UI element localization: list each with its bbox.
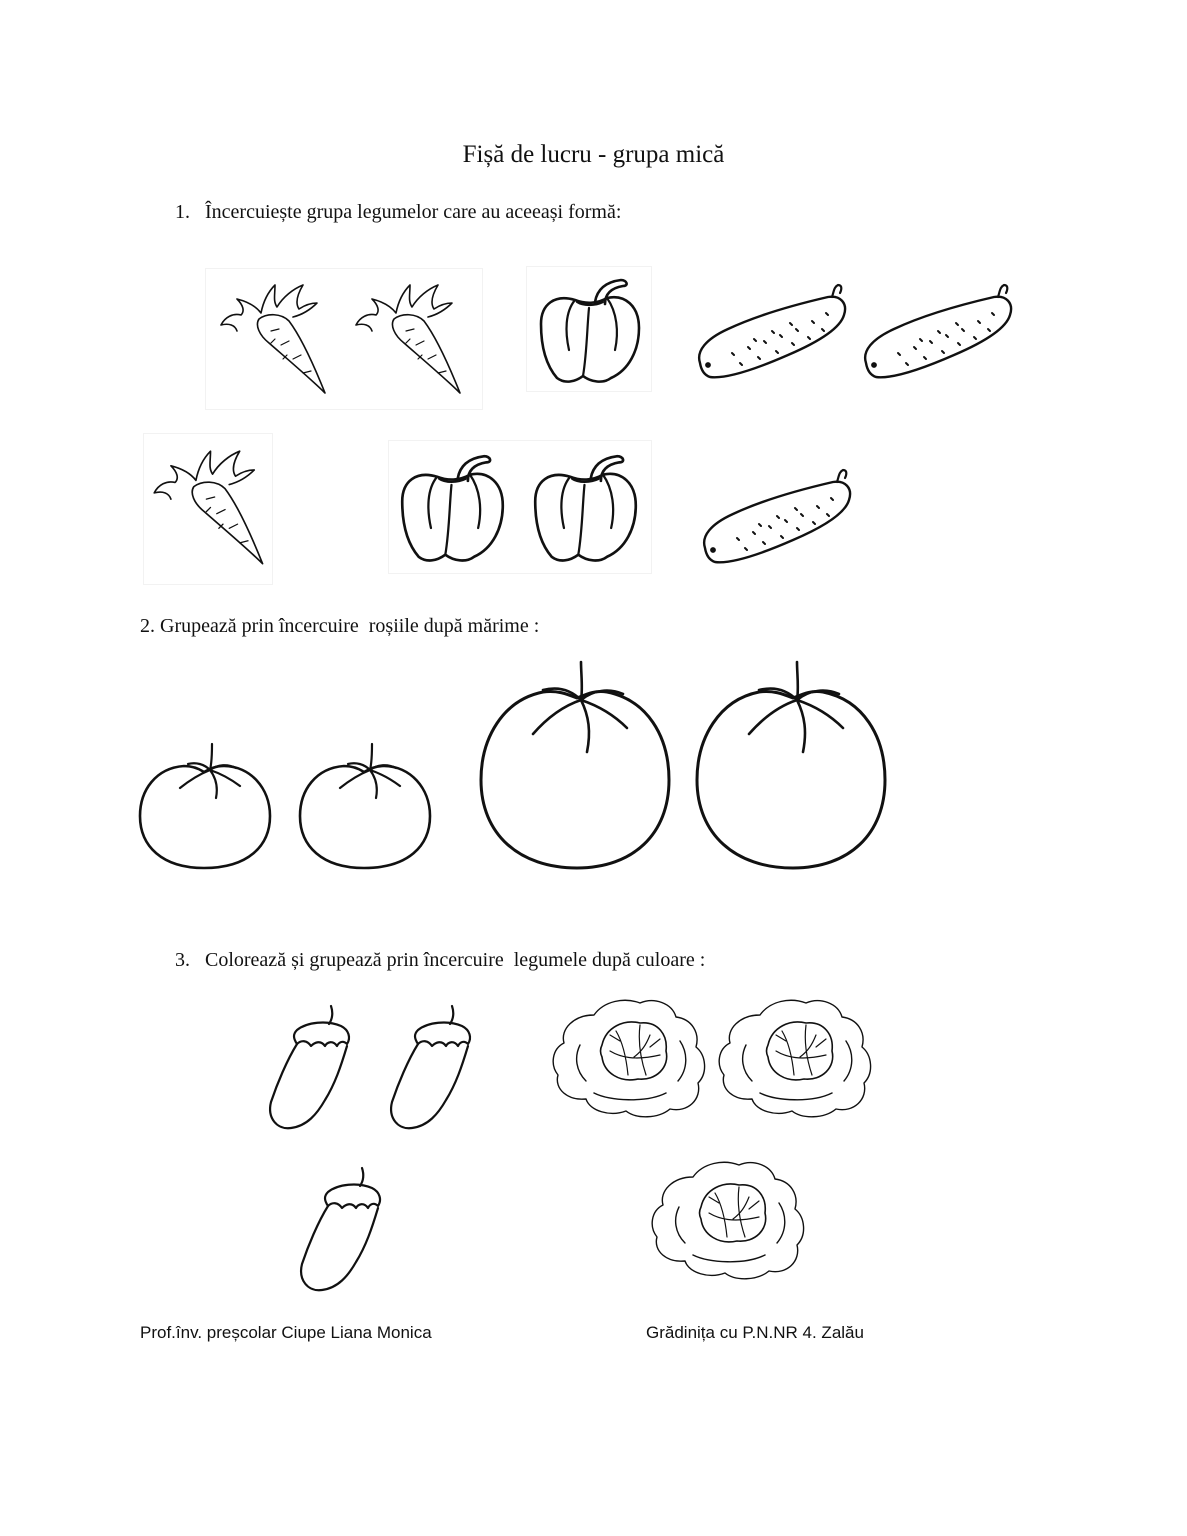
eggplant-icon — [298, 1166, 388, 1296]
cabbage-icon — [648, 1157, 810, 1282]
tomato-icon — [477, 660, 673, 872]
eggplant-icon — [388, 1004, 478, 1134]
tomato-icon — [138, 742, 273, 872]
carrot-icon — [215, 275, 335, 405]
cabbage-icon — [716, 995, 876, 1120]
carrot-icon — [350, 275, 470, 405]
bell-pepper-icon — [535, 272, 645, 387]
cabbage-icon — [550, 995, 710, 1120]
carrot-icon — [148, 436, 273, 581]
footer-teacher: Prof.înv. preșcolar Ciupe Liana Monica — [140, 1323, 432, 1342]
bell-pepper-icon — [528, 448, 643, 566]
question-1: 1. Încercuiește grupa legumelor care au aceeași formă: — [175, 201, 622, 223]
cucumber-icon — [692, 283, 852, 383]
cucumber-icon — [858, 283, 1018, 383]
question-2: 2. Grupează prin încercuire roșiile după mărime : — [140, 615, 540, 637]
eggplant-icon — [267, 1004, 357, 1134]
tomato-icon — [693, 660, 889, 872]
cucumber-icon — [697, 463, 857, 573]
footer-school: Grădinița cu P.N.NR 4. Zalău — [646, 1323, 864, 1342]
bell-pepper-icon — [395, 448, 510, 566]
question-3: 3. Colorează și grupează prin încercuire legumele după culoare : — [175, 949, 706, 971]
worksheet-title: Fișă de lucru - grupa mică — [462, 141, 725, 168]
tomato-icon — [293, 742, 438, 872]
